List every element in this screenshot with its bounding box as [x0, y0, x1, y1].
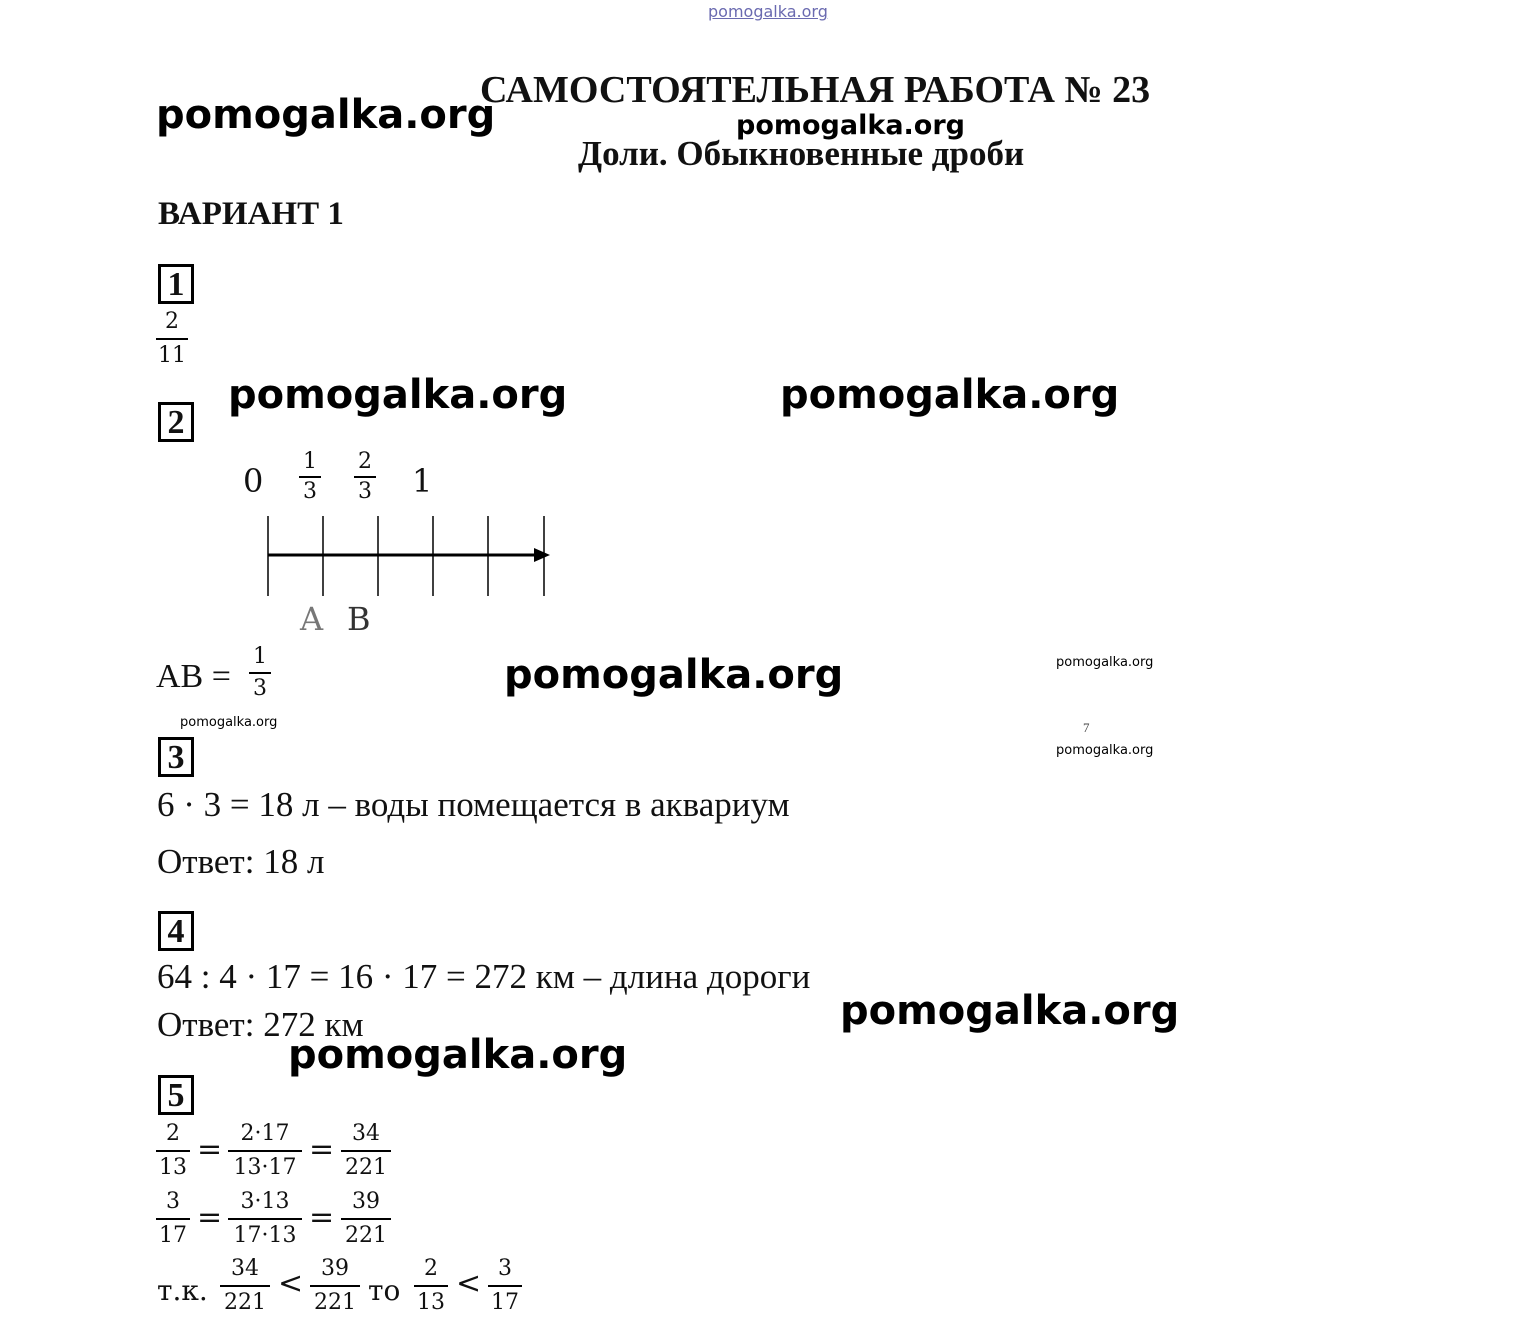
- watermark: pomogalka.org: [840, 988, 1180, 1034]
- fraction-bar: [156, 338, 188, 340]
- watermark: pomogalka.org: [780, 372, 1120, 418]
- numerator: 3: [166, 1189, 180, 1214]
- denominator: 17·13: [233, 1223, 297, 1248]
- numerator: 2: [166, 1121, 180, 1146]
- axis-arrow-icon: [534, 548, 550, 562]
- fraction: [341, 1122, 391, 1180]
- point-label-a: A: [300, 600, 324, 638]
- fraction-bar: [228, 1150, 302, 1152]
- fraction: [414, 1257, 448, 1315]
- watermark: pomogalka.org: [228, 372, 568, 418]
- label-one-third: [299, 450, 321, 504]
- fraction-bar: [488, 1285, 522, 1287]
- task-number-2: 2: [158, 402, 194, 442]
- fraction: [228, 1122, 302, 1180]
- fraction: [220, 1257, 270, 1315]
- fraction-bar: [310, 1285, 360, 1287]
- stray-mark: 7: [1083, 720, 1090, 735]
- task2-answer-fraction: [249, 645, 271, 701]
- fraction: [310, 1257, 360, 1315]
- number-line: [260, 512, 560, 602]
- fraction-bar: [299, 476, 321, 478]
- less-than-sign: <: [278, 1266, 304, 1301]
- numerator: 2: [165, 309, 179, 334]
- numerator: 1: [253, 644, 267, 669]
- fraction: [156, 1122, 190, 1180]
- page-title: САМОСТОЯТЕЛЬНАЯ РАБОТА № 23: [480, 69, 1151, 111]
- page-subtitle: Доли. Обыкновенные дроби: [578, 134, 1025, 173]
- numerator: 34: [231, 1256, 259, 1281]
- numerator: 2·17: [240, 1121, 290, 1146]
- point-label-b: B: [347, 600, 371, 638]
- numerator: 1: [303, 449, 317, 474]
- fraction: [341, 1190, 391, 1248]
- numerator: 39: [352, 1189, 380, 1214]
- watermark: pomogalka.org: [288, 1032, 628, 1078]
- task4-answer: Ответ: 272 км: [157, 1005, 364, 1044]
- denominator: 11: [158, 343, 186, 368]
- numerator: 34: [352, 1121, 380, 1146]
- denominator: 13: [159, 1155, 187, 1180]
- task3-answer: Ответ: 18 л: [157, 842, 325, 881]
- variant-heading: ВАРИАНТ 1: [158, 196, 344, 232]
- fraction-bar: [354, 476, 376, 478]
- equals-sign: =: [197, 1132, 223, 1167]
- task3-solution: 6 · 3 = 18 л – воды помещается в аквариум: [157, 785, 790, 824]
- fraction-bar: [249, 672, 271, 674]
- fraction-bar: [156, 1218, 190, 1220]
- since-label: т.к.: [157, 1274, 208, 1307]
- task-number-5: 5: [158, 1075, 194, 1115]
- label-zero: 0: [243, 462, 264, 500]
- then-label: то: [368, 1274, 401, 1307]
- watermark: pomogalka.org: [736, 110, 965, 141]
- less-than-sign: <: [456, 1266, 482, 1301]
- fraction: [488, 1257, 522, 1315]
- denominator: 13: [417, 1290, 445, 1315]
- numerator: 2: [358, 449, 372, 474]
- denominator: 3: [253, 676, 267, 701]
- denominator: 221: [345, 1155, 387, 1180]
- fraction-bar: [341, 1150, 391, 1152]
- denominator: 17: [159, 1223, 187, 1248]
- task-number-4: 4: [158, 911, 194, 951]
- denominator: 17: [491, 1290, 519, 1315]
- fraction-bar: [414, 1285, 448, 1287]
- fraction: [228, 1190, 302, 1248]
- label-two-thirds: [354, 450, 376, 504]
- denominator: 221: [314, 1290, 356, 1315]
- numerator: 3: [498, 1256, 512, 1281]
- numerator: 39: [321, 1256, 349, 1281]
- denominator: 221: [224, 1290, 266, 1315]
- watermark-top: pomogalka.org: [708, 2, 828, 21]
- fraction-bar: [341, 1218, 391, 1220]
- numerator: 3·13: [240, 1189, 290, 1214]
- watermark-small: pomogalka.org: [1056, 743, 1154, 758]
- task1-answer-fraction: [156, 310, 188, 368]
- task2-answer-prefix: AB =: [156, 658, 231, 695]
- watermark-small: pomogalka.org: [180, 715, 278, 730]
- fraction-bar: [220, 1285, 270, 1287]
- equals-sign: =: [309, 1132, 335, 1167]
- fraction: [156, 1190, 190, 1248]
- denominator: 221: [345, 1223, 387, 1248]
- denominator: 3: [358, 479, 372, 504]
- equals-sign: =: [197, 1200, 223, 1235]
- task-number-1: 1: [158, 264, 194, 304]
- watermark-small: pomogalka.org: [1056, 655, 1154, 670]
- task4-solution: 64 : 4 · 17 = 16 · 17 = 272 км – длина дороги: [157, 957, 811, 996]
- watermark: pomogalka.org: [504, 652, 844, 698]
- label-one: 1: [412, 462, 433, 500]
- equals-sign: =: [309, 1200, 335, 1235]
- denominator: 3: [303, 479, 317, 504]
- fraction-bar: [156, 1150, 190, 1152]
- watermark: pomogalka.org: [156, 92, 496, 138]
- fraction-bar: [228, 1218, 302, 1220]
- denominator: 13·17: [233, 1155, 297, 1180]
- numerator: 2: [424, 1256, 438, 1281]
- task-number-3: 3: [158, 737, 194, 777]
